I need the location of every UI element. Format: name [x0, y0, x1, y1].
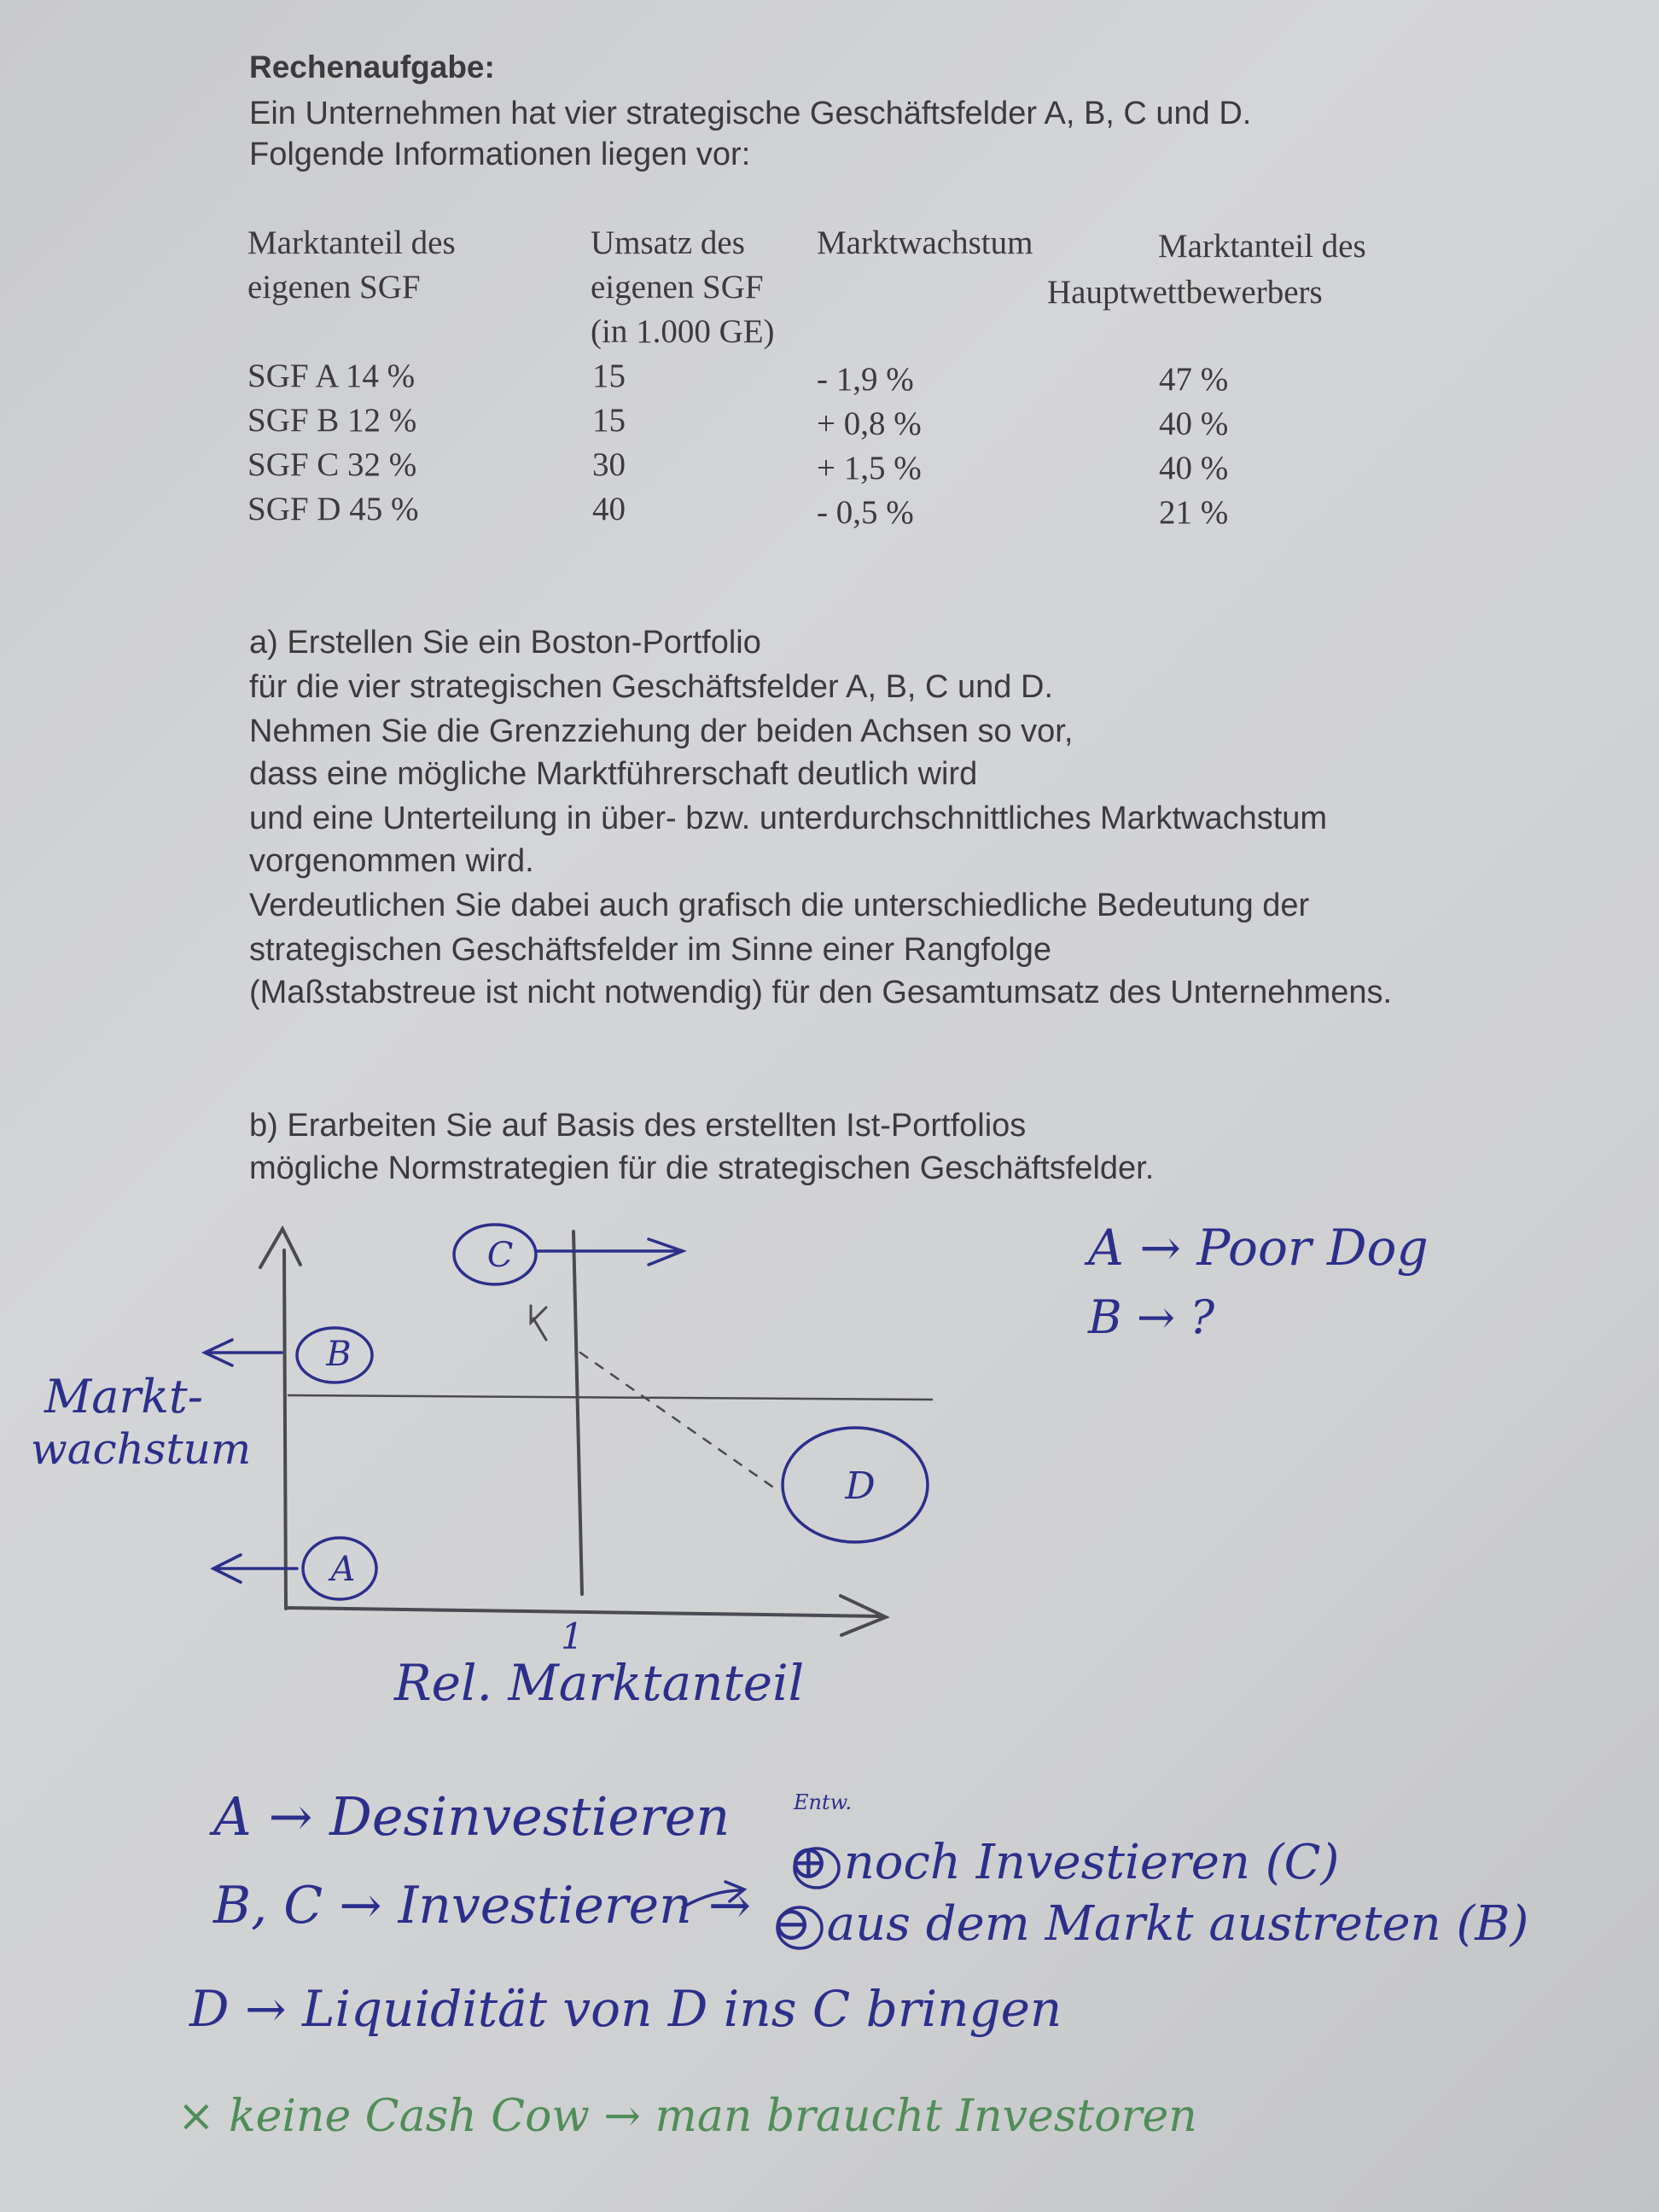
strategy-bc: B, C → Investieren →: [213, 1876, 752, 1936]
row-b-wachstum: + 0,8 %: [817, 405, 922, 442]
y-axis-arrowhead: [260, 1229, 300, 1267]
row-d-wettbewerber: 21 %: [1159, 494, 1229, 531]
row-b-sgf: SGF B 12 %: [247, 402, 417, 439]
row-c-wettbewerber: 40 %: [1159, 450, 1229, 486]
x-axis-line: [286, 1608, 883, 1616]
th-col1-line1: Marktanteil des: [247, 224, 456, 261]
row-d-wachstum: - 0,5 %: [817, 494, 914, 531]
strategy-minus: ⊖ aus dem Markt austreten (B): [771, 1896, 1529, 1952]
task-a-line-9: (Maßstabstreue ist nicht notwendig) für den Gesamtumsatz des Unternehmens.: [249, 975, 1393, 1010]
small-arrow: [531, 1306, 546, 1340]
task-a-line-5: und eine Unterteilung in über- bzw. unterdurchschnittliches Marktwachstum: [249, 800, 1328, 836]
bubble-c-label: C: [486, 1236, 514, 1275]
growth-divider-line: [288, 1395, 932, 1400]
th-col3-line1: Marktwachstum: [817, 224, 1033, 261]
row-b-umsatz: 15: [592, 402, 626, 439]
row-a-wachstum: - 1,9 %: [817, 361, 914, 398]
row-a-wettbewerber: 47 %: [1159, 361, 1229, 398]
task-b-line-2: mögliche Normstrategien für die strategischen Geschäftsfelder.: [249, 1150, 1155, 1186]
bubble-b-label: B: [326, 1335, 352, 1374]
task-a-line-1: a) Erstellen Sie ein Boston-Portfolio: [249, 625, 761, 661]
y-axis-label-2: wachstum: [31, 1424, 252, 1474]
th-col1-line2: eigenen SGF: [247, 269, 421, 306]
row-c-umsatz: 30: [592, 446, 626, 483]
intro-line-1: Ein Unternehmen hat vier strategische Geschäftsfelder A, B, C und D.: [249, 96, 1252, 131]
task-a-line-6: vorgenommen wird.: [249, 843, 534, 879]
side-note-a: A → Poor Dog: [1088, 1219, 1429, 1277]
side-note-b: B → ?: [1088, 1290, 1215, 1344]
th-col2-line3: (in 1.000 GE): [591, 313, 775, 350]
x-divider-value: 1: [561, 1615, 584, 1657]
footnote-green: × keine Cash Cow → man braucht Investoren: [178, 2091, 1197, 2142]
strategy-a: A → Desinvestieren: [213, 1785, 731, 1848]
arrow-c-right: [538, 1239, 683, 1265]
share-divider-line: [573, 1231, 582, 1594]
row-d-sgf: SGF D 45 %: [247, 491, 419, 527]
task-b-line-1: b) Erarbeiten Sie auf Basis des erstellten Ist-Portfolios: [249, 1108, 1027, 1144]
x-axis-label: Rel. Marktanteil: [394, 1654, 805, 1712]
task-a-line-7: Verdeutlichen Sie dabei auch grafisch die unterschiedliche Bedeutung der: [249, 888, 1310, 923]
intro-line-2: Folgende Informationen liegen vor:: [249, 137, 751, 172]
row-a-sgf: SGF A 14 %: [247, 358, 416, 394]
page-heading: Rechenaufgabe:: [249, 49, 495, 84]
row-b-wettbewerber: 40 %: [1159, 405, 1229, 442]
strategy-d: D → Liquidität von D ins C bringen: [189, 1980, 1062, 2038]
th-col2-line2: eigenen SGF: [591, 269, 764, 306]
y-axis-label-1: Markt-: [44, 1370, 203, 1423]
bubble-a-label: A: [330, 1550, 356, 1589]
row-a-umsatz: 15: [592, 358, 626, 394]
row-d-umsatz: 40: [592, 491, 626, 527]
bubble-d-label: D: [845, 1464, 876, 1508]
th-col4-line1: Marktanteil des: [1158, 228, 1366, 265]
task-a-line-3: Nehmen Sie die Grenzziehung der beiden Achsen so vor,: [249, 713, 1074, 749]
arrow-b-left: [205, 1340, 282, 1365]
strategy-plus: ⊕ noch Investieren (C): [789, 1835, 1340, 1890]
task-a-line-2: für die vier strategischen Geschäftsfelder A, B, C und D.: [249, 669, 1054, 705]
th-col2-line1: Umsatz des: [591, 224, 745, 261]
task-a-line-8: strategischen Geschäftsfelder im Sinne einer Rangfolge: [249, 932, 1051, 968]
y-axis-line: [284, 1250, 286, 1609]
strategy-small-note: Entw.: [794, 1790, 852, 1814]
th-col4-line2: Hauptwettbewerbers: [1047, 274, 1323, 311]
row-c-wachstum: + 1,5 %: [817, 450, 922, 486]
task-a-line-4: dass eine mögliche Marktführerschaft deutlich wird: [249, 756, 978, 792]
row-c-sgf: SGF C 32 %: [247, 446, 417, 483]
dashed-connector: [580, 1353, 772, 1487]
